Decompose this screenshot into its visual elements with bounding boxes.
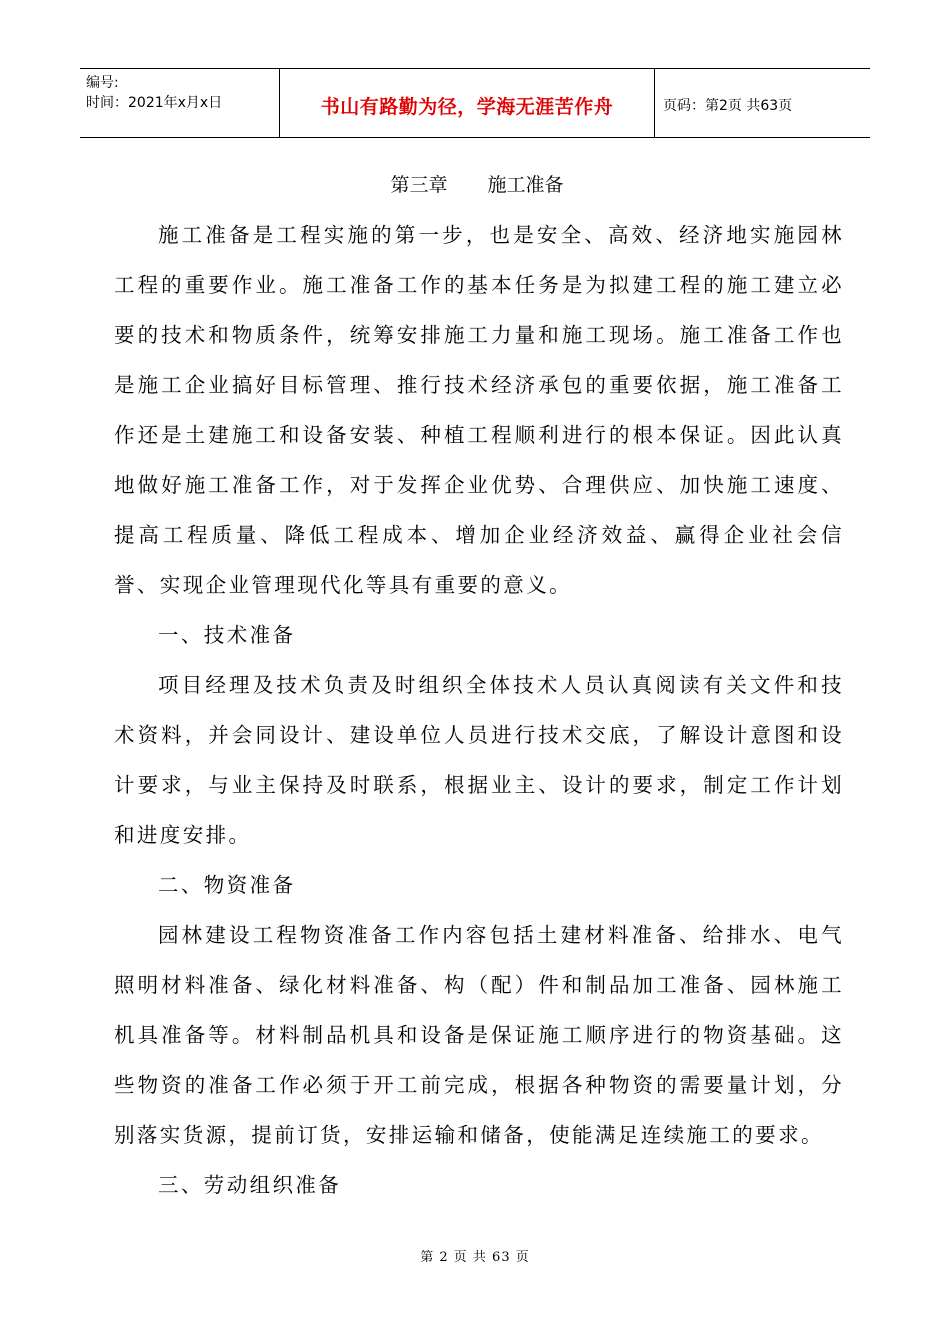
- header-page-info: 页码：第2页 共63页: [663, 98, 793, 114]
- section-heading-labor: 三、劳动组织准备: [158, 1173, 342, 1197]
- chapter-number: 第三章: [390, 174, 448, 196]
- header-motto: 书山有路勤为径，学海无涯苦作舟: [280, 69, 655, 137]
- header-meta: [80, 69, 280, 137]
- page-header: [80, 68, 870, 138]
- section-heading-materials: 二、物资准备: [158, 873, 296, 897]
- chapter-title: [110, 160, 844, 210]
- section-heading-technical: 一、技术准备: [158, 623, 296, 647]
- materials-paragraph: 园林建设工程物资准备工作内容包括土建材料准备、给排水、电气照明材料准备、绿化材料准备、构（配）件和制品加工准备、园林施工机具准备等。材料制品机具和设备是保证施工顺序进行的物资基础。这些物资的准备工作必须于开工前完成，根据各种物资的需要量计划，分别落实货源，提前订货，安排运输和储备，使能满足连续施工的要求。: [114, 923, 844, 1147]
- time-label: 时间：2021年x月x日: [86, 95, 223, 111]
- number-label: 编号:: [86, 75, 119, 91]
- page-footer: 第 2 页 共 63 页: [420, 1250, 530, 1265]
- chapter-name: 施工准备: [487, 174, 564, 196]
- document-body: [114, 160, 844, 1210]
- technical-paragraph: 项目经理及技术负责及时组织全体技术人员认真阅读有关文件和技术资料，并会同设计、建设单位人员进行技术交底，了解设计意图和设计要求，与业主保持及时联系，根据业主、设计的要求，制定工作计划和进度安排。: [114, 673, 844, 847]
- intro-paragraph: 施工准备是工程实施的第一步，也是安全、高效、经济地实施园林工程的重要作业。施工准备工作的基本任务是为拟建工程的施工建立必要的技术和物质条件，统筹安排施工力量和施工现场。施工准备工作也是施工企业搞好目标管理、推行技术经济承包的重要依据，施工准备工作还是土建施工和设备安装、种植工程顺利进行的根本保证。因此认真地做好施工准备工作，对于发挥企业优势、合理供应、加快施工速度、提高工程质量、降低工程成本、增加企业经济效益、赢得企业社会信誉、实现企业管理现代化等具有重要的意义。: [114, 223, 844, 597]
